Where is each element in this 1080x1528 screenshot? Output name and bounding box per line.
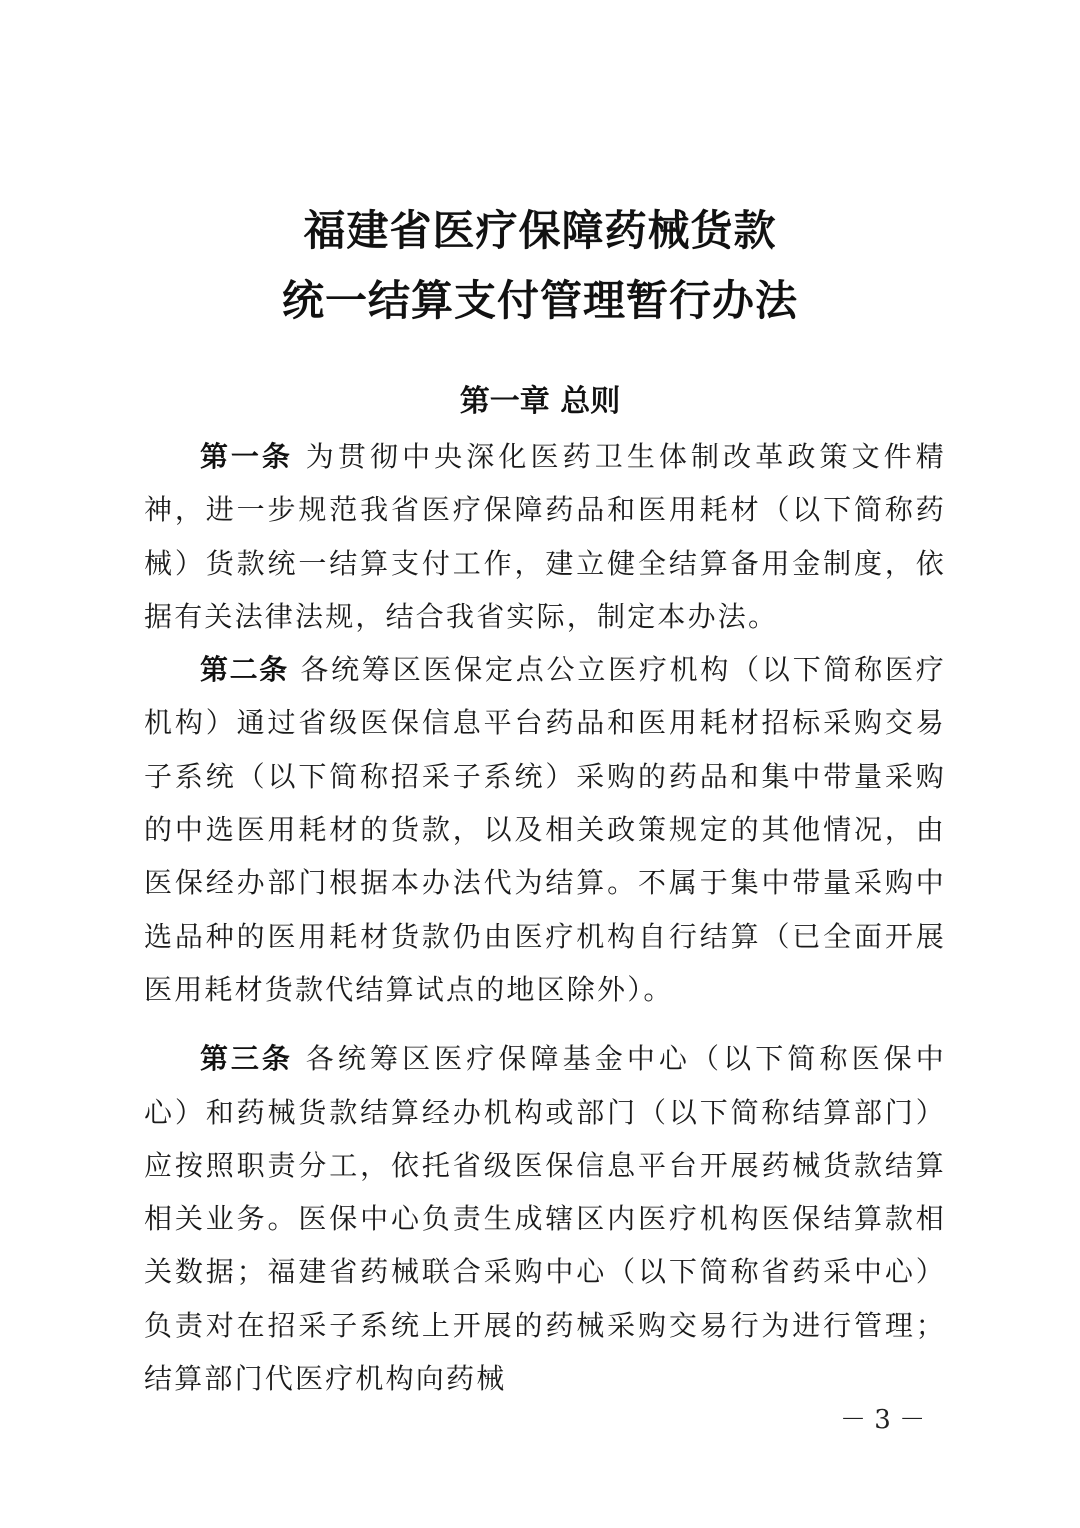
- article-1: [144, 430, 946, 643]
- article-3-label: 第三条: [200, 1042, 293, 1076]
- document-body: [144, 430, 946, 1405]
- article-3: [144, 1032, 946, 1405]
- article-2-text: 各统筹区医保定点公立医疗机构（以下简称医疗机构）通过省级医保信息平台药品和医用耗材招标采购交易子系统（以下简称招采子系统）采购的药品和集中带量采购的中选医用耗材的货款，以及相关政策规定的其他情况，由医保经办部门根据本办法代为结算。不属于集中带量采购中选品种的医用耗材货款仍由医疗机构自行结算（已全面开展医用耗材货款代结算试点的地区除外）。: [144, 653, 946, 1006]
- article-1-text: 为贯彻中央深化医药卫生体制改革政策文件精神，进一步规范我省医疗保障药品和医用耗材（以下简称药械）货款统一结算支付工作，建立健全结算备用金制度，依据有关法律法规，结合我省实际，制定本办法。: [144, 440, 946, 633]
- title-line-1: 福建省医疗保障药械货款: [303, 206, 777, 255]
- article-2: [144, 643, 946, 1016]
- document-title: [0, 196, 1080, 336]
- article-1-label: 第一条: [200, 440, 293, 473]
- chapter-heading: 第一章 总则: [459, 384, 621, 419]
- title-line-2: 统一结算支付管理暂行办法: [281, 276, 798, 325]
- article-2-label: 第二条: [200, 653, 289, 687]
- article-3-text: 各统筹区医疗保障基金中心（以下简称医保中心）和药械货款结算经办机构或部门（以下简称结算部门）应按照职责分工，依托省级医保信息平台开展药械货款结算相关业务。医保中心负责生成辖区内医疗机构医保结算款相关数据；福建省药械联合采购中心（以下简称省药采中心）负责对在招采子系统上开展的药械采购交易行为进行管理；结算部门代医疗机构向药械: [144, 1042, 946, 1396]
- page-number: － 3 －: [840, 1405, 926, 1435]
